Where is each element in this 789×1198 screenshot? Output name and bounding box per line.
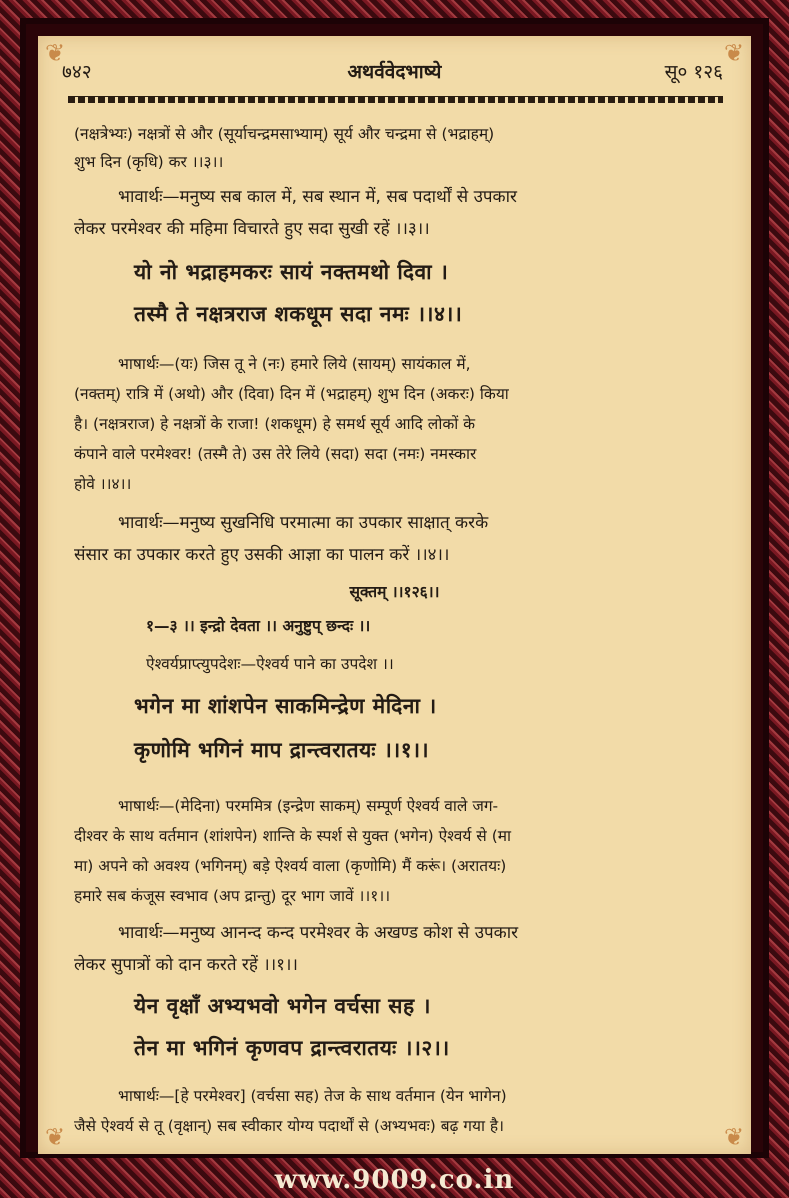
page-header	[38, 58, 751, 88]
corner-ornament-icon: ❦	[44, 39, 66, 67]
website-watermark: www.9009.co.in	[274, 1165, 515, 1195]
sukta-reference: सू० १२६	[664, 61, 723, 83]
text-line: शुभ दिन (कृधि) कर ।।३।।	[74, 153, 224, 171]
text-line: (नक्षत्रेभ्यः) नक्षत्रों से और (सूर्याचन्द्रमसाभ्याम्) सूर्य और चन्द्रमा से (भद्राहम्)	[74, 125, 495, 143]
text-line: (नक्तम्) रात्रि में (अथो) और (दिवा) दिन में (भद्राहम्) शुभ दिन (अकरः) किया	[74, 385, 509, 403]
text-line: दीश्वर के साथ वर्तमान (शांशपेन) शान्ति के स्पर्श से युक्त (भगेन) ऐश्वर्य से (मा	[74, 827, 512, 845]
mantra-line: यो नो भद्राहमकरः सायं नक्तमथो दिवा ।	[134, 260, 449, 284]
sukta-subject: ऐश्वर्यप्राप्त्युपदेशः—ऐश्वर्य पाने का उपदेश ।।	[146, 655, 394, 673]
text-line: संसार का उपकार करते हुए उसकी आज्ञा का पालन करें ।।४।।	[74, 545, 450, 565]
page-title: अथर्ववेदभाष्ये	[347, 61, 442, 83]
page-number: ७४२	[62, 61, 92, 83]
text-line: भावार्थः—मनुष्य सब काल में, सब स्थान में, सब पदार्थों से उपकार	[118, 187, 517, 207]
text-line: भाषार्थः—(मेदिना) परममित्र (इन्द्रेण साकम्) सम्पूर्ण ऐश्वर्य वाले जग-	[118, 797, 499, 815]
text-line: लेकर सुपात्रों को दान करते रहें ।।१।।	[74, 955, 298, 975]
text-line: मा) अपने को अवश्य (भगिनम्) बड़े ऐश्वर्य वाला (कृणोमि) मैं करूं। (अरातयः)	[74, 857, 507, 875]
mantra-line: तेन मा भगिनं कृणवप द्रान्त्वरातयः ।।२।।	[134, 1036, 450, 1060]
text-line: भाषार्थः—(यः) जिस तू ने (नः) हमारे लिये (सायम्) सायंकाल में,	[118, 355, 471, 373]
text-line: भावार्थः—मनुष्य सुखनिधि परमात्मा का उपकार साक्षात् करके	[118, 513, 489, 533]
text-line: कंपाने वाले परमेश्वर! (तस्मै ते) उस तेरे लिये (सदा) सदा (नमः) नमस्कार	[74, 445, 477, 463]
mantra-line: तस्मै ते नक्षत्रराज शकधूम सदा नमः ।।४।।	[134, 302, 463, 326]
mantra-line: येन वृक्षाँ अभ्यभवो भगेन वर्चसा सह ।	[134, 994, 431, 1018]
text-line: होवे ।।४।।	[74, 475, 132, 493]
header-divider	[68, 96, 723, 103]
text-line: जैसे ऐश्वर्य से तू (वृक्षान्) सब स्वीकार योग्य पदार्थों से (अभ्यभवः) बढ़ गया है।	[74, 1117, 505, 1135]
book-page	[38, 36, 751, 1154]
corner-ornament-icon: ❦	[723, 39, 745, 67]
corner-ornament-icon: ❦	[723, 1123, 745, 1151]
text-line: है। (नक्षत्रराज) हे नक्षत्रों के राजा! (शकधूम) हे समर्थ सूर्य आदि लोकों के	[74, 415, 476, 433]
text-line: भाषार्थः—[हे परमेश्वर] (वर्चसा सह) तेज के साथ वर्तमान (येन भागेन)	[118, 1087, 507, 1105]
mantra-line: कृणोमि भगिनं माप द्रान्त्वरातयः ।।१।।	[134, 738, 430, 762]
devata-chhanda: १—३ ।। इन्द्रो देवता ।। अनुष्टुप् छन्दः ।।	[146, 617, 371, 635]
text-line: हमारे सब कंजूस स्वभाव (अप द्रान्तु) दूर भाग जावें ।।१।।	[74, 887, 391, 905]
text-line: भावार्थः—मनुष्य आनन्द कन्द परमेश्वर के अखण्ड कोश से उपकार	[118, 923, 519, 943]
text-line: लेकर परमेश्वर की महिमा विचारते हुए सदा सुखी रहें ।।३।।	[74, 219, 430, 239]
mantra-line: भगेन मा शांशपेन साकमिन्द्रेण मेदिना ।	[134, 694, 437, 718]
corner-ornament-icon: ❦	[44, 1123, 66, 1151]
sukta-heading: सूक्तम् ।।१२६।।	[349, 583, 440, 601]
